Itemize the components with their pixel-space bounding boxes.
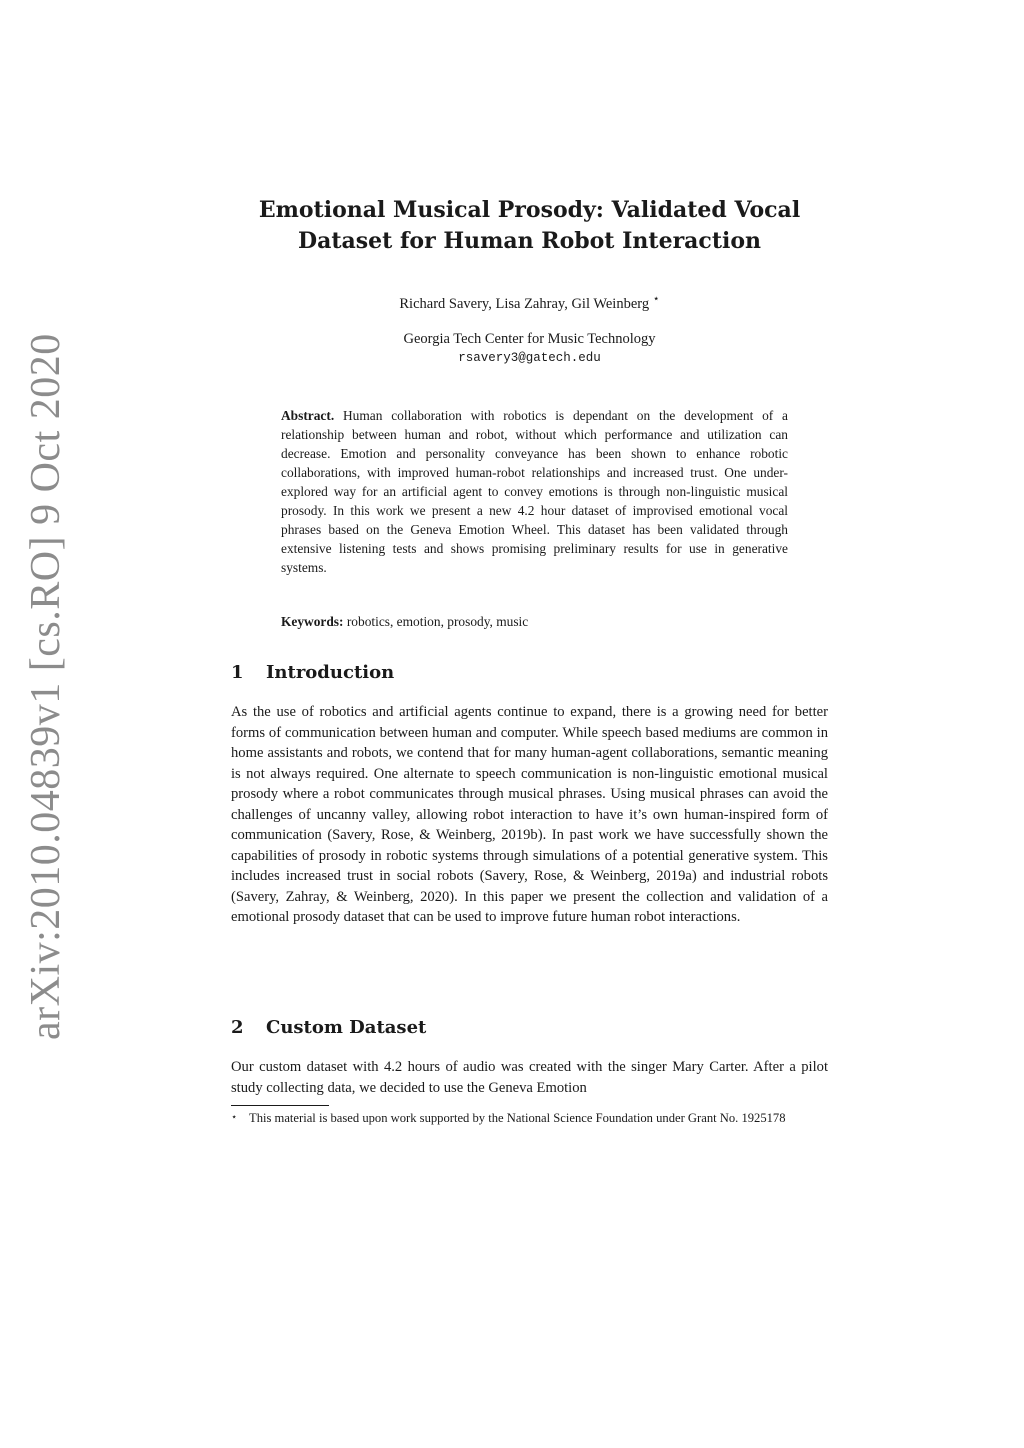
footnote <box>231 1109 828 1127</box>
author-footnote-mark: ⋆ <box>652 293 660 305</box>
footnote-text: This material is based upon work supported by the National Science Foundation under Grant No. 1925178 <box>249 1111 786 1125</box>
arxiv-identifier-stamp: arXiv:2010.04839v1 [cs.RO] 9 Oct 2020 <box>23 333 69 1040</box>
author-email: rsavery3@gatech.edu <box>458 351 601 365</box>
affiliation: Georgia Tech Center for Music Technology <box>403 331 656 347</box>
footnote-divider <box>231 1105 329 1106</box>
keywords-label: Keywords: <box>281 614 344 629</box>
section-heading-custom-dataset <box>231 1017 426 1038</box>
abstract-text: Human collaboration with robotics is dependant on the development of a relationship between human and robot, without which performance and utilization can decrease. Emotion and personality conveyance has been shown to enhance robotic collaborations, with improved human-robot relationships and increased trust. One under-explored way for an artificial agent to convey emotions is through non-linguistic musical prosody. In this work we present a new 4.2 hour dataset of improvised emotional vocal phrases based on the Geneva Emotion Wheel. This dataset has been validated through extensive listening tests and shows promising preliminary results for use in generative systems. <box>281 408 788 575</box>
affiliation-block <box>231 330 828 368</box>
section-title: Introduction <box>266 662 395 683</box>
abstract <box>281 406 788 577</box>
keywords <box>281 614 788 630</box>
keywords-text: robotics, emotion, prosody, music <box>346 614 529 629</box>
author-names: Richard Savery, Lisa Zahray, Gil Weinberg <box>399 295 650 312</box>
title-line-1: Emotional Musical Prosody: Validated Vocal <box>258 197 801 223</box>
section-number: 1 <box>231 662 244 683</box>
footnote-mark: ⋆ <box>231 1112 238 1123</box>
author-list <box>231 292 828 313</box>
title-line-2: Dataset for Human Robot Interaction <box>297 228 762 254</box>
introduction-paragraph: As the use of robotics and artificial agents continue to expand, there is a growing need for better forms of communication between human and computer. While speech based mediums are common in home assistants and robots, we contend that for many human-agent collaborations, semantic meaning is not always required. One alternate to speech communication is non-linguistic emotional musical prosody where a robot communicates through musical phrases. Using musical phrases can avoid the challenges of uncanny valley, allowing robot interaction to have it’s own human-inspired form of communication (Savery, Rose, & Weinberg, 2019b). In past work we have successfully shown the capabilities of prosody in robotic systems through simulations of a potential generative system. This includes increased trust in social robots (Savery, Rose, & Weinberg, 2019a) and industrial robots (Savery, Zahray, & Weinberg, 2020). In this paper we present the collection and validation of a emotional prosody dataset that can be used to improve future human robot interactions. <box>231 704 828 925</box>
abstract-label: Abstract. <box>281 408 335 423</box>
custom-dataset-paragraph: Our custom dataset with 4.2 hours of audio was created with the singer Mary Carter. After a pilot study collecting data, we decided to use the Geneva Emotion <box>231 1059 828 1096</box>
paper-title <box>221 195 838 257</box>
section-number: 2 <box>231 1017 244 1038</box>
section-heading-introduction <box>231 662 394 683</box>
section-title: Custom Dataset <box>266 1017 427 1038</box>
